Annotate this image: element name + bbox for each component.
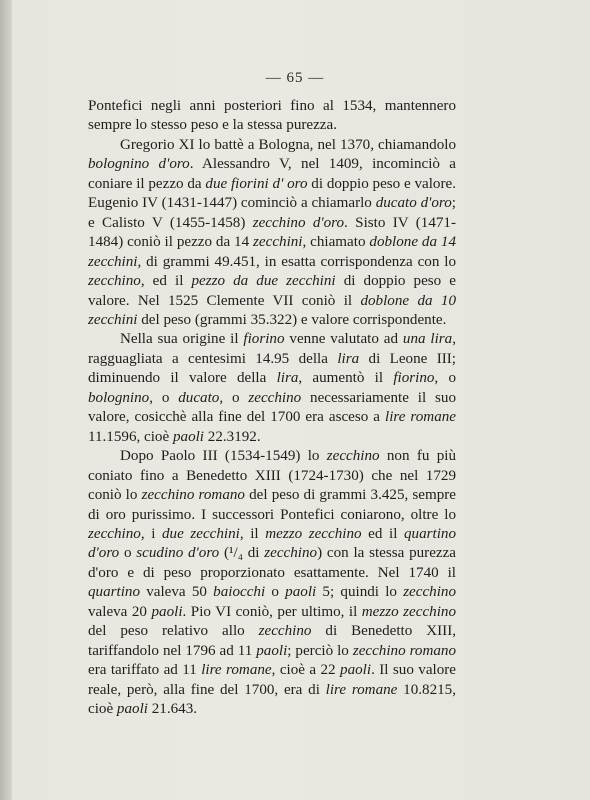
text-run: Gregorio XI lo battè a Bologna, nel 1370, chiamandolo — [120, 136, 456, 153]
text-run: 22.3192. — [204, 428, 261, 445]
italic-term: paoli — [116, 701, 148, 718]
text-run: . Alessandro V, nel 1409, incominciò a coniare il pezzo da — [88, 156, 457, 192]
italic-term: zecchino — [264, 545, 318, 562]
italic-term: baiocchi — [213, 584, 266, 601]
italic-term: paoli — [340, 662, 372, 679]
text-run: di Leone III; diminuendo il valore della — [88, 350, 457, 387]
text-run: , ed il — [140, 273, 192, 290]
text-run: , cioè a 22 — [271, 662, 341, 679]
text-run: . Sisto IV (1471-1484) coniò il pezzo da 14 — [88, 214, 456, 251]
italic-term: zecchino — [88, 525, 141, 542]
text-run: di Benedetto XIII, tariffandolo nel 1796 ad 11 — [88, 623, 456, 659]
text-run: del peso relativo allo — [88, 623, 259, 640]
paragraph — [88, 136, 456, 331]
text-run: ; perciò lo — [287, 642, 353, 659]
text-run: del peso (grammi 35.322) e valore corrispondente. — [137, 311, 447, 328]
text-run: era tariffato ad 11 — [88, 662, 202, 679]
italic-term: zecchino romano — [352, 642, 457, 659]
text-run: ; e Calisto V (1455-1458) — [88, 195, 456, 231]
italic-term: zecchino romano — [141, 487, 245, 504]
text-run: , o — [434, 370, 456, 387]
text-run: . Il suo valore reale, però, alla fine del 1700, era di — [88, 662, 457, 698]
text-run: , di grammi 49.451, in esatta corrispondenza con lo — [137, 253, 456, 270]
text-run: valeva 20 — [88, 603, 152, 620]
italic-term: fiorino — [243, 331, 285, 348]
italic-term: lire romane — [325, 681, 398, 698]
italic-term: due fiorini d' oro — [205, 175, 308, 192]
text-run: , o — [219, 389, 249, 406]
text-run: Nella sua origine il — [120, 331, 244, 348]
italic-term: paoli — [285, 584, 317, 601]
italic-term: zecchino — [88, 273, 141, 290]
page-gutter-shadow — [0, 0, 12, 800]
italic-term: ducato d'oro — [375, 195, 452, 212]
italic-term: bolognino d'oro — [88, 156, 190, 173]
text-run: non fu più coniato fino a Benedetto XIII (1724-1730) che nel 1729 coniò lo — [88, 448, 456, 504]
italic-term: una lira — [402, 331, 453, 348]
italic-term: zecchino — [258, 623, 312, 640]
italic-term: mezzo zecchino — [265, 525, 362, 542]
italic-term: lira — [276, 370, 299, 387]
italic-term: quartino d'oro — [88, 525, 456, 562]
text-run: , i — [140, 525, 162, 542]
text-run: , il — [239, 525, 266, 542]
text-run: . Pio VI coniò, per ultimo, il — [182, 603, 362, 620]
italic-term: pezzo da due zecchini — [191, 273, 336, 290]
italic-term: zecchino — [403, 584, 456, 601]
italic-term: zecchino — [248, 389, 302, 406]
italic-term: zecchino — [326, 448, 380, 465]
italic-term: doblone da 10 zecchini — [88, 292, 456, 328]
text-run: , o — [149, 389, 179, 406]
italic-term: paoli — [256, 642, 288, 659]
italic-term: scudino d'oro — [136, 545, 220, 562]
italic-term: ducato — [178, 389, 220, 406]
italic-term: lira — [337, 350, 360, 367]
italic-term: lire romane — [385, 409, 456, 426]
text-run: 10.8215, cioè — [88, 681, 456, 718]
text-run: , chiamato — [302, 234, 370, 251]
body-text — [88, 97, 456, 720]
italic-term: paoli — [172, 428, 204, 445]
italic-term: lire romane — [201, 662, 272, 679]
italic-term: quartino — [88, 584, 140, 601]
paragraph — [88, 447, 456, 719]
text-run: , ragguagliata a centesimi 14.95 della — [88, 331, 457, 367]
text-run: del peso di grammi 3.425, sempre di oro purissimo. I successori Pontefici coniarono, oltre lo — [88, 487, 457, 523]
page-number: — 65 — — [265, 70, 325, 86]
text-run: 5; quindi lo — [316, 584, 404, 601]
text-run: necessariamente il suo valore, cosicchè alla fine del 1700 era asceso a — [88, 389, 456, 426]
text-run: (¹/₄ di — [219, 545, 265, 562]
italic-term: doblone da 14 zecchini — [88, 234, 456, 270]
text-run: venne valutato ad — [284, 331, 403, 348]
paragraph — [88, 330, 456, 447]
text-run: 11.1596, cioè — [88, 428, 173, 445]
text-run: o — [265, 584, 286, 601]
italic-term: zecchini — [253, 234, 303, 251]
text-run: o — [119, 545, 137, 562]
text-run: , aumentò il — [298, 370, 394, 387]
italic-term: mezzo zecchino — [361, 603, 456, 620]
text-run: di doppio peso e valore. Eugenio IV (1431-1447) cominciò a chiamarlo — [88, 175, 456, 212]
text-run: Dopo Paolo III (1534-1549) lo — [120, 448, 327, 465]
text-run: Pontefici negli anni posteriori fino al 1534, mantennero sempre lo stesso peso e la stessa purezza. — [88, 98, 456, 134]
paragraph — [88, 97, 456, 136]
text-run: valeva 50 — [140, 584, 214, 601]
text-run: 21.643. — [147, 701, 198, 718]
text-run: ed il — [361, 525, 404, 542]
italic-term: zecchino d'oro — [252, 214, 345, 231]
italic-term: bolognino — [88, 389, 150, 406]
italic-term: paoli — [151, 603, 183, 620]
text-run: ) con la stessa purezza d'oro e di peso proporzionato esattamente. Nel 1740 il — [88, 545, 457, 581]
text-run: di doppio peso e valore. Nel 1525 Clemente VII coniò il — [88, 273, 456, 309]
italic-term: fiorino — [393, 370, 435, 387]
italic-term: due zecchini — [162, 525, 240, 542]
